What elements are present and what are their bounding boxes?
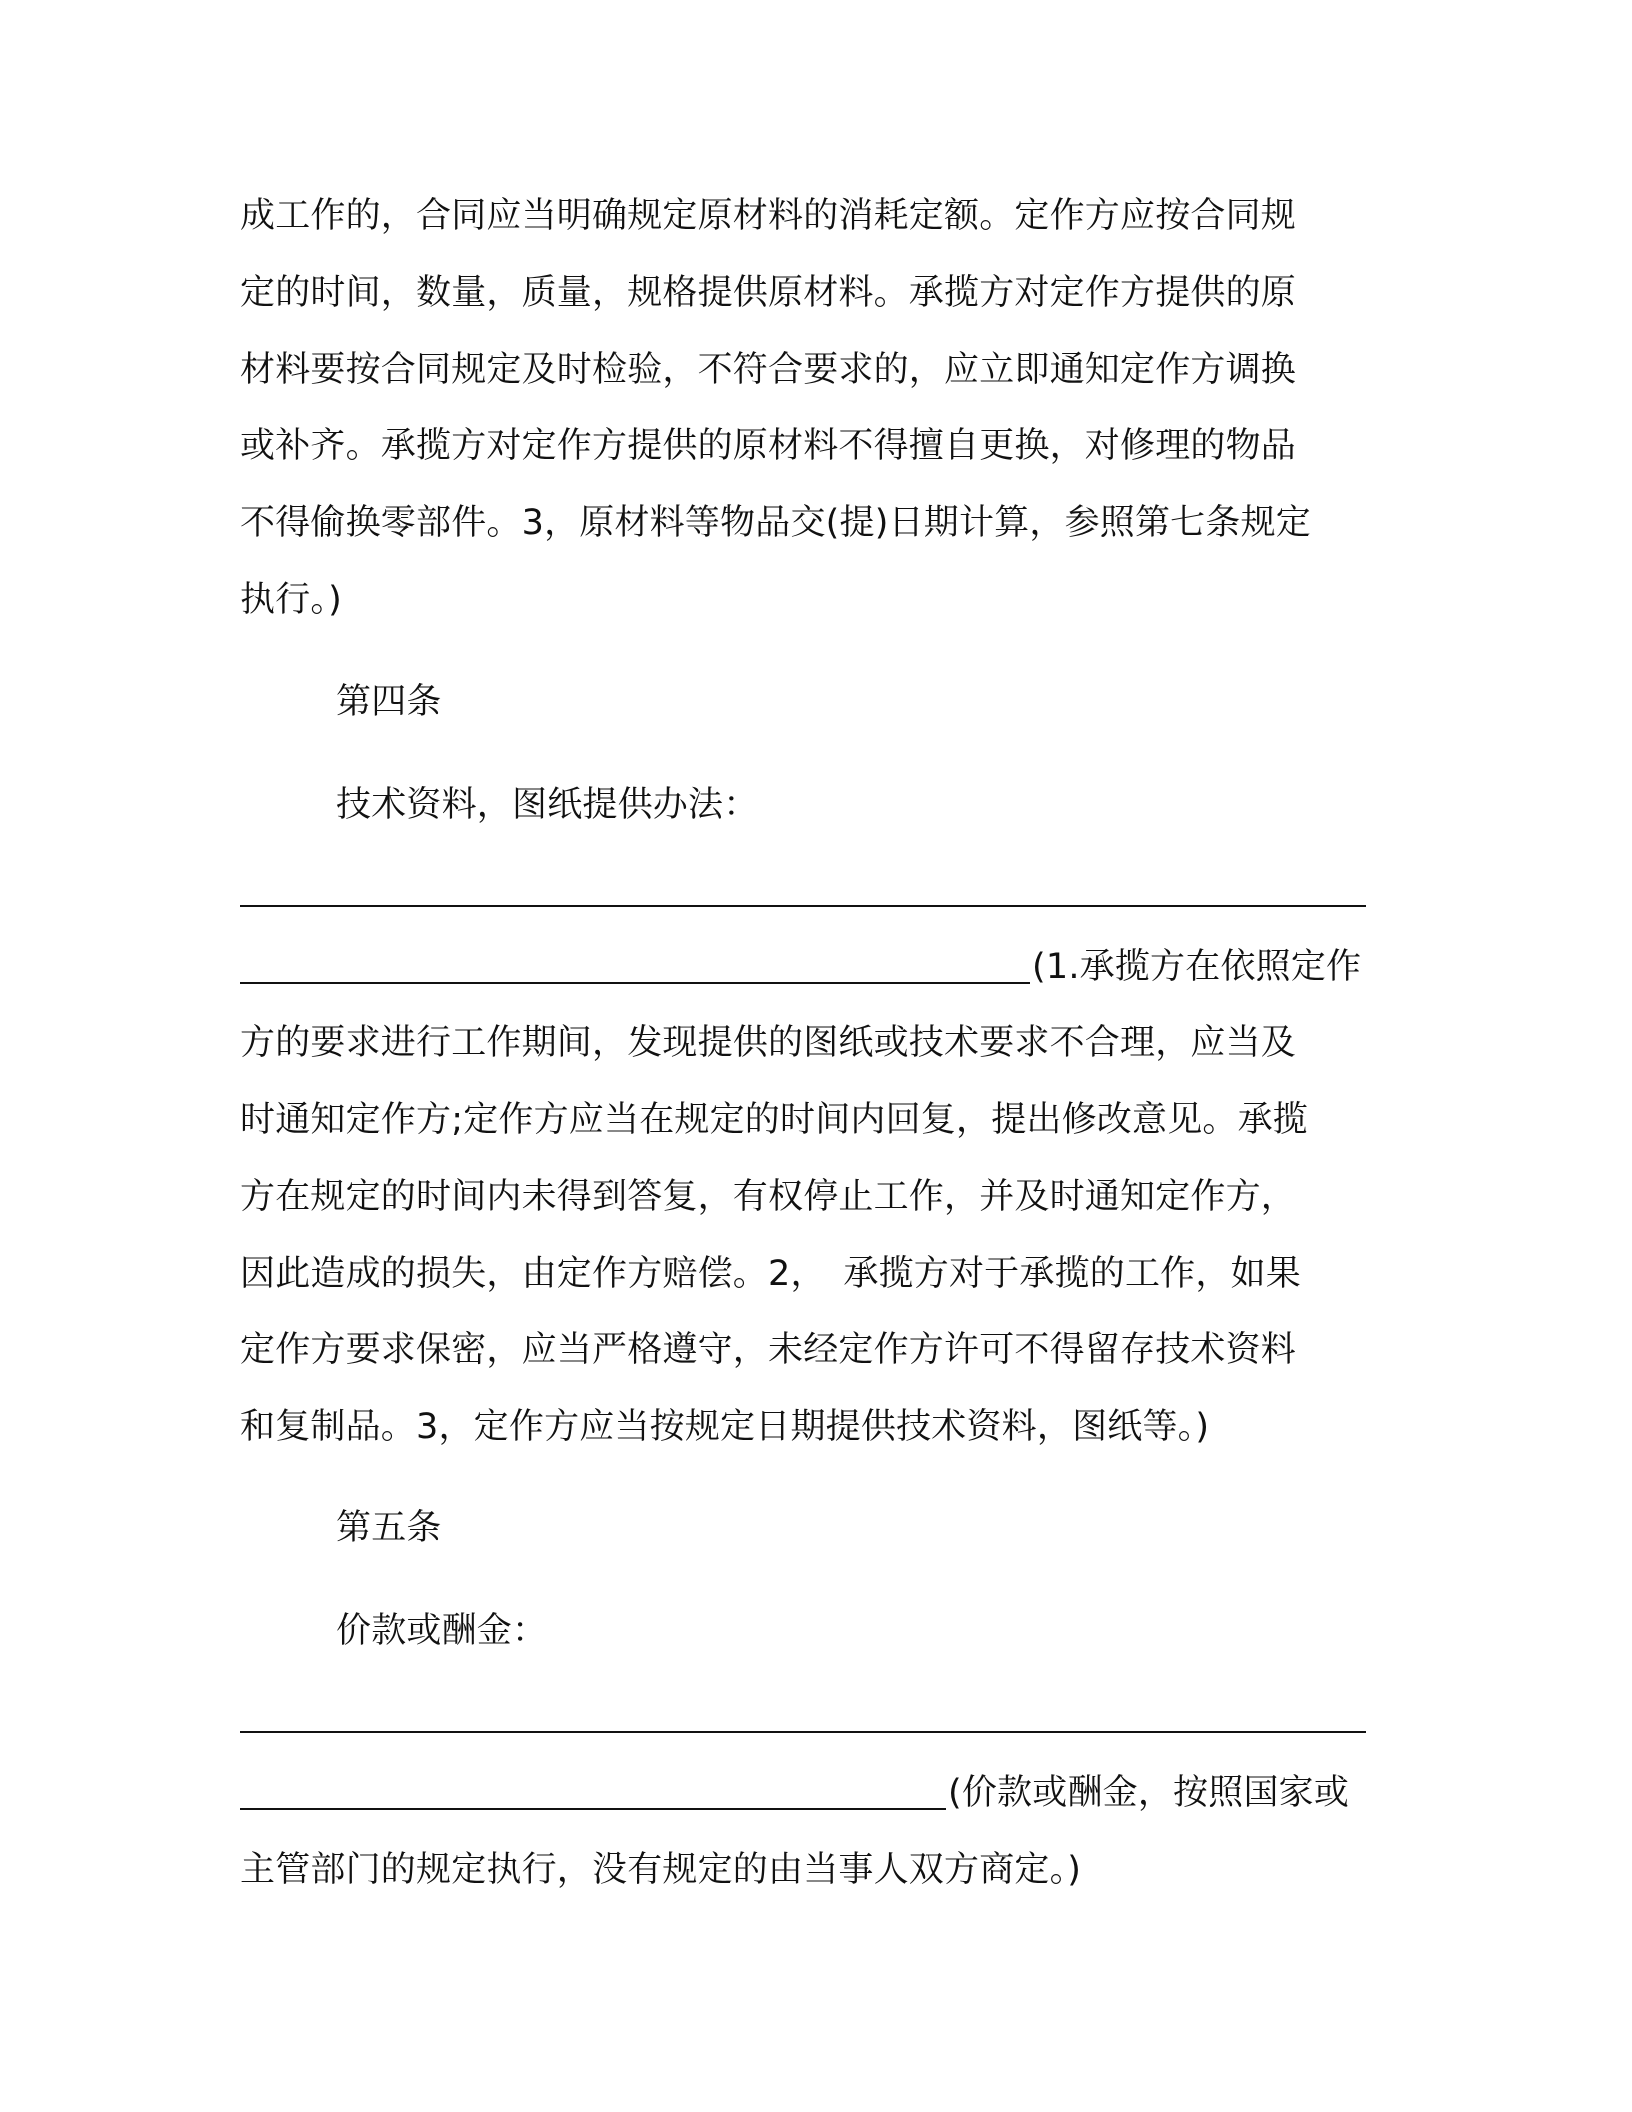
article-4-note-line: 和复制品。3，定作方应当按规定日期提供技术资料，图纸等。) — [240, 1407, 1210, 1447]
article-5-fill-blank-line-short — [240, 1808, 946, 1810]
article-4-subject: 技术资料，图纸提供办法： — [336, 785, 759, 825]
article-4-note-line: 因此造成的损失，由定作方赔偿。2， 承揽方对于承揽的工作，如果 — [240, 1254, 1301, 1294]
paragraph-line: 或补齐。承揽方对定作方提供的原材料不得擅自更换，对修理的物品 — [240, 426, 1297, 466]
paragraph-line: 执行。) — [240, 580, 342, 620]
article-4-note-line: 方在规定的时间内未得到答复，有权停止工作，并及时通知定作方， — [240, 1177, 1297, 1217]
article-4-note-line: 定作方要求保密，应当严格遵守，未经定作方许可不得留存技术资料 — [240, 1330, 1297, 1370]
article-4-note-line: 方的要求进行工作期间，发现提供的图纸或技术要求不合理，应当及 — [240, 1023, 1297, 1063]
article-4-note-line: 时通知定作方;定作方应当在规定的时间内回复，提出修改意见。承揽 — [240, 1100, 1308, 1140]
article-5-fill-blank-line — [240, 1731, 1366, 1733]
article-4-heading: 第四条 — [336, 682, 442, 722]
article-4-note-start: (1.承揽方在依照定作 — [1032, 947, 1362, 987]
article-5-heading: 第五条 — [336, 1508, 442, 1548]
paragraph-line: 材料要按合同规定及时检验，不符合要求的，应立即通知定作方调换 — [240, 350, 1297, 390]
paragraph-line: 不得偷换零部件。3，原材料等物品交(提)日期计算，参照第七条规定 — [240, 503, 1311, 543]
paragraph-line: 成工作的，合同应当明确规定原材料的消耗定额。定作方应按合同规 — [240, 196, 1297, 236]
article-4-fill-blank-line — [240, 905, 1366, 907]
article-5-note-start: (价款或酬金，按照国家或 — [948, 1773, 1350, 1813]
paragraph-line: 定的时间，数量，质量，规格提供原材料。承揽方对定作方提供的原 — [240, 273, 1297, 313]
article-4-fill-blank-line-short — [240, 982, 1030, 984]
article-5-subject: 价款或酬金： — [336, 1611, 548, 1651]
article-5-note-line: 主管部门的规定执行，没有规定的由当事人双方商定。) — [240, 1850, 1082, 1890]
